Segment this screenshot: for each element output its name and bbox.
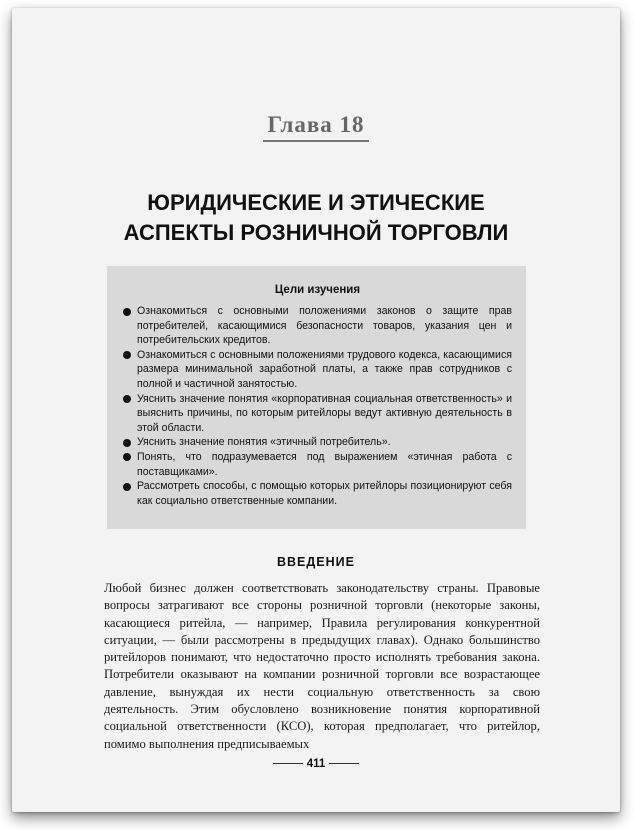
chapter-title-line-2: АСПЕКТЫ РОЗНИЧНОЙ ТОРГОВЛИ: [123, 220, 509, 245]
bullet-icon: [123, 308, 131, 316]
bullet-icon: [123, 351, 131, 359]
bullet-icon: [123, 395, 131, 403]
intro-paragraph: Любой бизнес должен соответствовать законодательству страны. Правовые вопросы затрагивают все стороны розничной торговли (некоторые законы, касающиеся ритейла, — например, Правила регулирования конкурентной ситуации, — были рассмотрены в предыдущих главах). Однако большинство ритейлоров понимают, что недостаточно просто исполнять требования закона. Потребители оказывают на компании розничной торговли все возрастающее давление, вынуждая их нести социальную ответственность за свою деятельность. Этим обусловлено возникновение понятия корпоративной социальной ответственности (КСО), которая предполагает, что ритейлор, помимо выполнения предписываемых: [104, 581, 540, 751]
chapter-title-line-1: ЮРИДИЧЕСКИЕ И ЭТИЧЕСКИЕ: [147, 190, 485, 215]
bullet-icon: [123, 483, 131, 491]
chapter-title: [52, 188, 580, 248]
goal-item: Уяснить значение понятия «корпоративная социальная ответственность» и выяснить причины, по которым ритейлоры ведут активную деятельность в этой области.: [123, 392, 512, 436]
chapter-label: [12, 112, 620, 142]
bullet-icon: [123, 453, 131, 461]
goal-item: Понять, что подразумевается под выражением «этичная работа с поставщиками».: [123, 450, 512, 479]
learning-goals-list: [123, 304, 512, 508]
book-page: [12, 8, 620, 812]
rule-left: [273, 763, 303, 764]
bullet-icon: [123, 439, 131, 447]
section-heading: ВВЕДЕНИЕ: [277, 555, 355, 569]
chapter-number: Глава 18: [263, 112, 368, 142]
page-number: [12, 758, 620, 770]
rule-right: [329, 763, 359, 764]
goal-item: Ознакомиться с основными положениями трудового кодекса, касающимися размера минимальной заработной платы, а также прав сотрудников с полной и частичной занятостью.: [123, 348, 512, 392]
page-number-value: 411: [306, 758, 326, 770]
goal-item: Ознакомиться с основными положениями законов о защите прав потребителей, касающимися безопасности товаров, указания цен и потребительских кредитов.: [123, 304, 512, 348]
learning-goals-box: [107, 266, 526, 529]
goal-item: Рассмотреть способы, с помощью которых ритейлоры позиционируют себя как социально ответственные компании.: [123, 479, 512, 508]
learning-goals-heading: Цели изучения: [274, 284, 361, 296]
goal-item: Уяснить значение понятия «этичный потребитель».: [123, 435, 512, 450]
